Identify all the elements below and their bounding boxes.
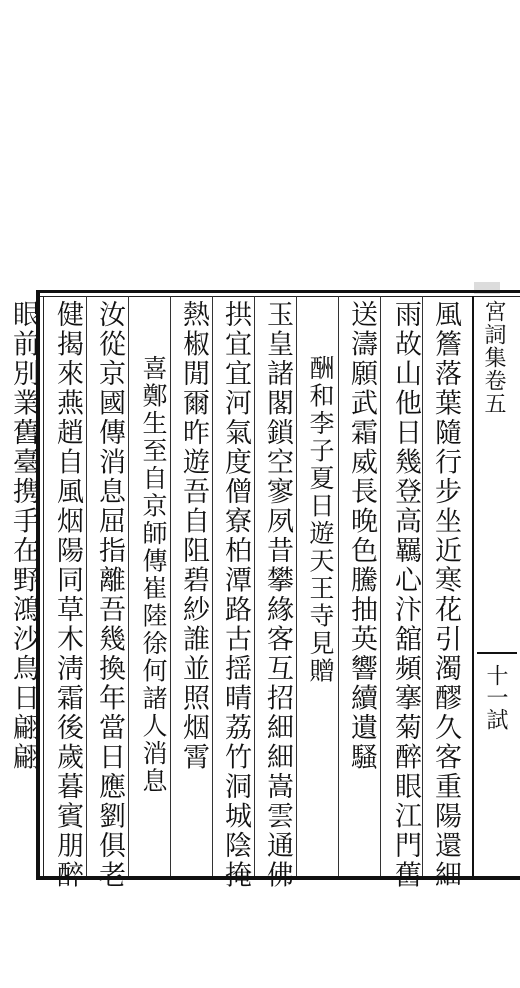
text-column-1: 風簷落葉隨行步坐近寒花引濁醪久客重陽還細 [430,300,461,890]
text-column-5: 玉皇諸閣鎖空寥夙昔攀緣客互招細細嵩雲通佛 [262,300,293,890]
text-column-11: 眼前別業舊臺携手在野鴻沙鳥日翩翩 [8,300,39,772]
torn-fragment [474,282,500,294]
column-rule [422,296,423,876]
margin-folio: 十一試 [483,664,508,730]
poem-title-1: 酬和李子夏日遊天王寺見贈 [306,300,335,685]
text-column-10: 健揭來燕趙自風烟陽同草木淸霜後歲暮賓朋醉 [52,300,83,890]
margin-book-title: 宮詞集卷五 [481,300,506,415]
column-rule [296,296,297,876]
column-rule [338,296,339,876]
text-column-7: 熱椒閒爾昨遊吾自阻碧紗誰並照烟霄 [178,300,209,772]
fish-tail-mark [477,652,517,664]
text-column-6: 拱宜宜河氣度僧寮柏潭路古揺晴荔竹洞城陰掩 [220,300,251,890]
column-rule [254,296,255,876]
frame-top-inner-border [36,296,520,297]
text-column-3: 送濤願武霜威長晚色騰抽英響續遺騷 [346,300,377,772]
poem-title-2: 喜鄭生至自京師傳崔陸徐何諸人消息 [139,300,168,795]
text-column-2: 雨故山他日幾登高羈心汴舘頻搴菊醉眼江門舊 [390,300,421,890]
frame-top-border [36,290,520,293]
margin-rule [472,296,474,876]
column-rule [128,296,129,876]
column-rule [212,296,213,876]
text-column-9: 汝從京國傳消息屈指離吾幾換年當日應劉俱老 [94,300,125,890]
frame-left-inner-border [43,296,44,878]
column-rule [380,296,381,876]
column-rule [86,296,87,876]
column-rule [170,296,171,876]
